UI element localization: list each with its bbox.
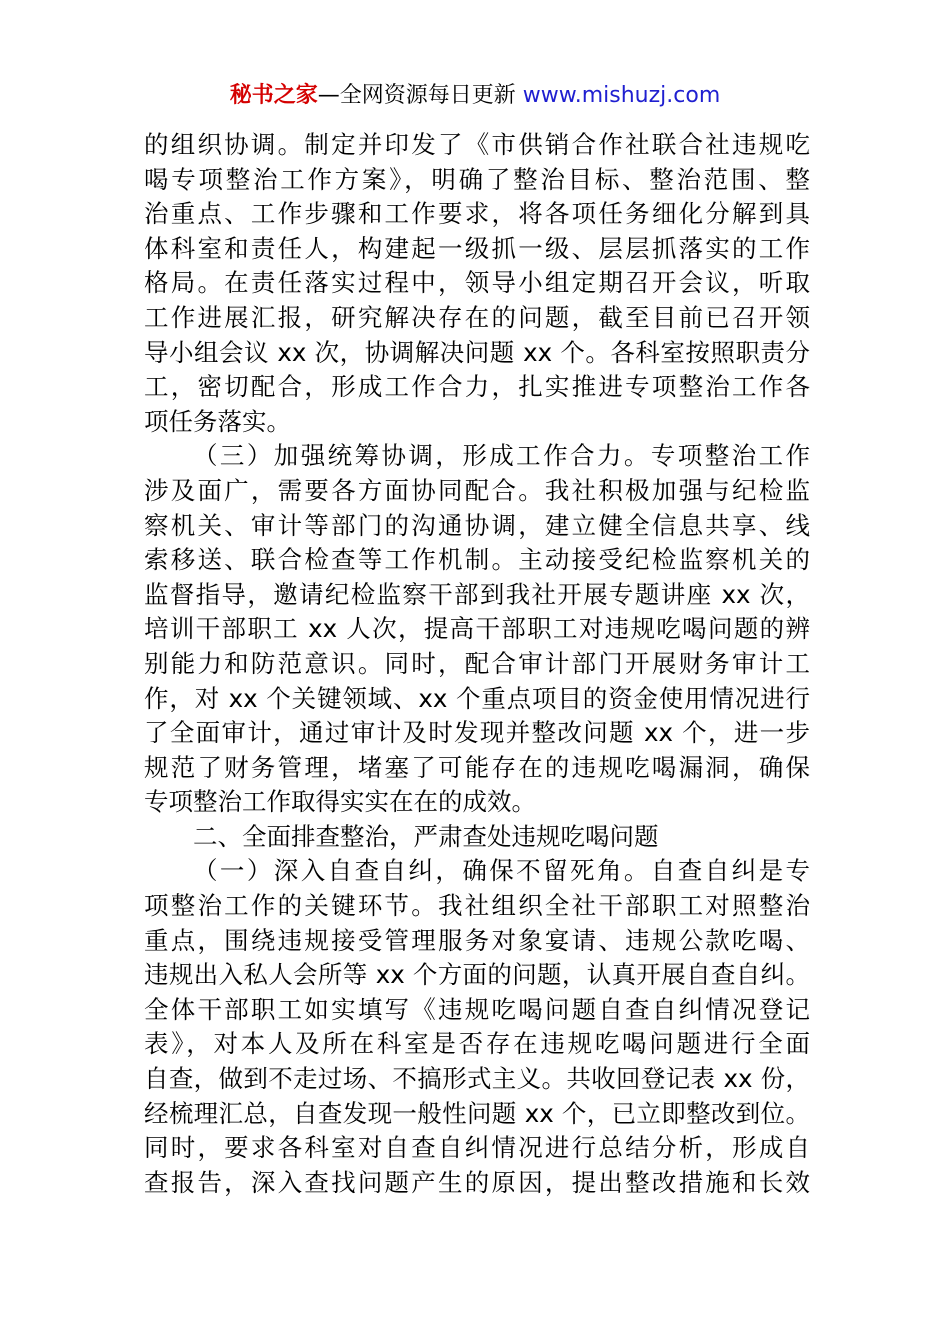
text-line: 治重点、工作步骤和工作要求，将各项任务细化分解到具 bbox=[144, 199, 810, 229]
site-tagline: —全网资源每日更新 bbox=[317, 83, 523, 108]
text-line: 了全面审计，通过审计及时发现并整改问题 xx 个，进一步 bbox=[144, 718, 810, 748]
site-brand: 秘书之家 bbox=[229, 83, 318, 108]
text-line: 违规出入私人会所等 xx 个方面的问题，认真开展自查自纠。 bbox=[144, 960, 810, 990]
text-line: 培训干部职工 xx 人次，提高干部职工对违规吃喝问题的辨 bbox=[144, 614, 810, 644]
text-line: 工，密切配合，形成工作合力，扎实推进专项整治工作各 bbox=[144, 372, 810, 402]
text-line: 涉及面广，需要各方面协同配合。我社积极加强与纪检监 bbox=[144, 475, 810, 505]
text-line: 专项整治工作取得实实在在的成效。 bbox=[144, 787, 536, 817]
text-line: 导小组会议 xx 次，协调解决问题 xx 个。各科室按照职责分 bbox=[144, 337, 810, 367]
text-line: 监督指导，邀请纪检监察干部到我社开展专题讲座 xx 次， bbox=[144, 579, 810, 609]
text-line: 作，对 xx 个关键领域、xx 个重点项目的资金使用情况进行 bbox=[144, 683, 810, 713]
text-line: 的组织协调。制定并印发了《市供销合作社联合社违规吃 bbox=[144, 130, 810, 159]
site-header bbox=[0, 80, 950, 112]
text-line: 规范了财务管理，堵塞了可能存在的违规吃喝漏洞，确保 bbox=[144, 752, 810, 782]
text-line: 经梳理汇总，自查发现一般性问题 xx 个，已立即整改到位。 bbox=[144, 1098, 810, 1128]
text-line: 体科室和责任人，构建起一级抓一级、层层抓落实的工作 bbox=[144, 233, 810, 263]
text-line: （一）深入自查自纠，确保不留死角。自查自纠是专 bbox=[193, 856, 810, 886]
text-line: 查报告，深入查找问题产生的原因，提出整改措施和长效 bbox=[144, 1167, 810, 1197]
document-body bbox=[144, 128, 810, 1200]
text-line: 格局。在责任落实过程中，领导小组定期召开会议，听取 bbox=[144, 268, 810, 298]
text-line: 喝专项整治工作方案》，明确了整治目标、整治范围、整 bbox=[144, 164, 810, 194]
text-line: 全体干部职工如实填写《违规吃喝问题自查自纠情况登记 bbox=[144, 994, 810, 1024]
text-line: 工作进展汇报，研究解决存在的问题，截至目前已召开领 bbox=[144, 302, 810, 332]
text-line: 同时，要求各科室对自查自纠情况进行总结分析，形成自 bbox=[144, 1133, 810, 1163]
text-line: 索移送、联合检查等工作机制。主动接受纪检监察机关的 bbox=[144, 545, 810, 575]
text-line: （三）加强统筹协调，形成工作合力。专项整治工作 bbox=[193, 441, 810, 471]
text-line: 项任务落实。 bbox=[144, 406, 291, 436]
text-line: 别能力和防范意识。同时，配合审计部门开展财务审计工 bbox=[144, 648, 810, 678]
text-line: 项整治工作的关键环节。我社组织全社干部职工对照整治 bbox=[144, 891, 810, 921]
text-line: 察机关、审计等部门的沟通协调，建立健全信息共享、线 bbox=[144, 510, 810, 540]
text-line: 重点，围绕违规接受管理服务对象宴请、违规公款吃喝、 bbox=[144, 925, 810, 955]
section-heading: 二、全面排查整治，严肃查处违规吃喝问题 bbox=[193, 821, 659, 851]
site-url[interactable]: www.mishuzj.com bbox=[522, 83, 721, 108]
text-line: 自查，做到不走过场、不搞形式主义。共收回登记表 xx 份， bbox=[144, 1064, 810, 1094]
text-line: 表》，对本人及所在科室是否存在违规吃喝问题进行全面 bbox=[144, 1029, 810, 1059]
